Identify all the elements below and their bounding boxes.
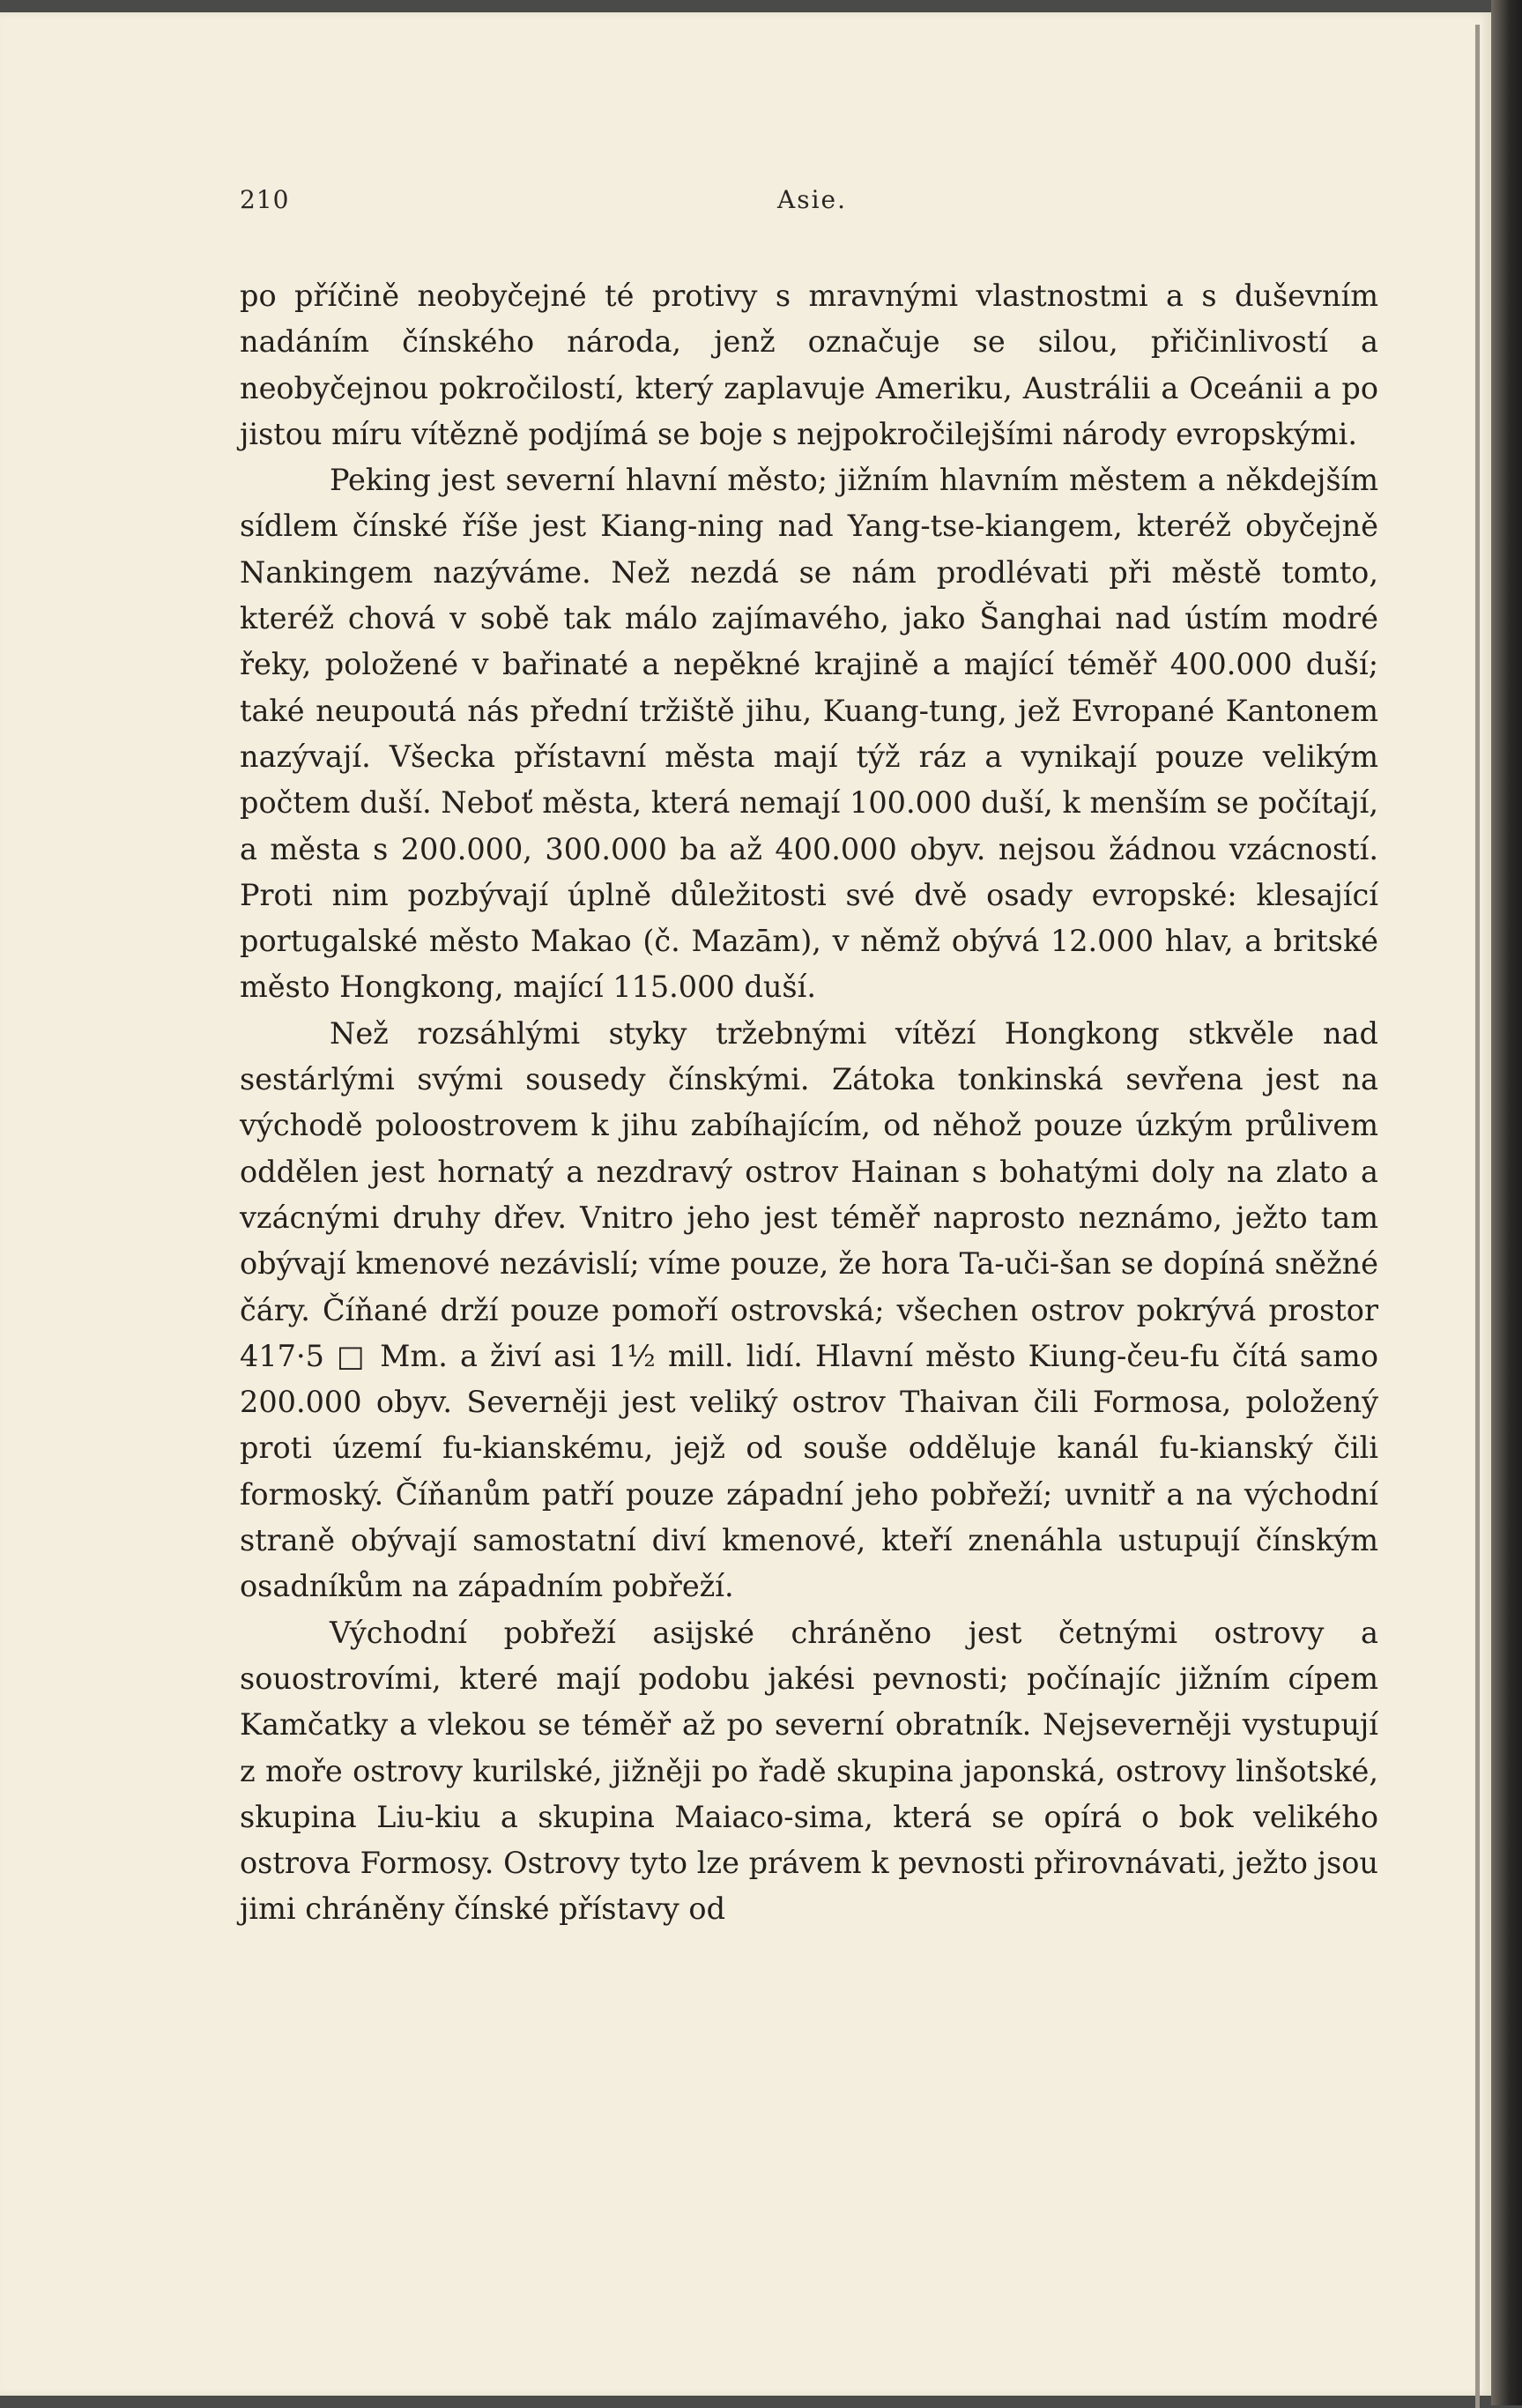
- paragraph-3: Než rozsáhlými styky tržebnými vítězí Hongkong stkvěle nad sestárlými svými sousedy čínskými. Zátoka tonkinská sevřena jest na východě poloostrovem k jihu zabíhajícím, od něhož pouze úzkým průlivem oddělen jest hornatý a nezdravý ostrov Hainan s bohatými doly na zlato a vzácnými druhy dřev. Vnitro jeho jest téměř naprosto neznámo, ježto tam obývají kmenové nezávislí; víme pouze, že hora Ta-uči-šan se dopíná sněžné čáry. Číňané drží pouze pomoří ostrovská; všechen ostrov pokrývá prostor 417·5 □ Mm. a živí asi 1½ mill. lidí. Hlavní město Kiung-čeu-fu čítá samo 200.000 obyv. Severněji jest veliký ostrov Thaivan čili Formosa, položený proti území fu-kianskému, jejž od souše odděluje kanál fu-kianský čili formoský. Číňanům patří pouze západní jeho pobřeží; uvnitř a na východní straně obývají samostatní diví kmenové, kteří znenáhla ustupují čínským osadníkům na západním pobřeží.: [240, 1015, 1378, 1604]
- page-edge-rule: [1475, 25, 1480, 2408]
- paragraph-2: Peking jest severní hlavní město; jižním hlavním městem a někdejším sídlem čínské říše jest Kiang-ning nad Yang-tse-kiangem, kteréž obyčejně Nankingem nazýváme. Než nezdá se nám prodlévati při městě tomto, kteréž chová v sobě tak málo zajímavého, jako Šanghai nad ústím modré řeky, položené v bařinaté a nepěkné krajině a mající téměř 400.000 duší; také neupoutá nás přední tržiště jihu, Kuang-tung, jež Evropané Kantonem nazývají. Všecka přístavní města mají týž ráz a vynikají pouze velikým počtem duší. Neboť města, která nemají 100.000 duší, k menším se počítají, a města s 200.000, 300.000 ba až 400.000 obyv. nejsou žádnou vzácností. Proti nim pozbývají úplně důležitosti své dvě osady evropské: klesající portugalské město Makao (č. Mazām), v němž obývá 12.000 hlav, a britské město Hongkong, mající 115.000 duší.: [240, 463, 1378, 1005]
- paragraph-1: po příčině neobyčejné té protivy s mravnými vlastnostmi a s duševním nadáním čínského národa, jenž označuje se silou, přičinlivostí a neobyčejnou pokročilostí, který zaplavuje Ameriku, Austrálii a Oceánii a po jistou míru vítězně podjímá se boje s nejpokročilejšími národy evropskými.: [240, 279, 1378, 451]
- page-number: 210: [240, 185, 290, 214]
- paragraph-4: Východní pobřeží asijské chráněno jest četnými ostrovy a souostrovími, které mají podobu jakési pevnosti; počínajíc jižním cípem Kamčatky a vlekou se téměř až po severní obratník. Nejseverněji vystupují z moře ostrovy kurilské, jižněji po řadě skupina japonská, ostrovy linšotské, skupina Liu-kiu a skupina Maiaco-sima, která se opírá o bok velikého ostrova Formosy. Ostrovy tyto lze právem k pevnosti přirovnávati, ježto jsou jimi chráněny čínské přístavy od: [240, 1615, 1378, 1927]
- body-text: [240, 273, 1378, 1933]
- book-page: [0, 12, 1491, 2396]
- running-title: Asie.: [777, 185, 848, 214]
- page-header: [240, 185, 1378, 220]
- book-spine-edge: [1491, 0, 1522, 2405]
